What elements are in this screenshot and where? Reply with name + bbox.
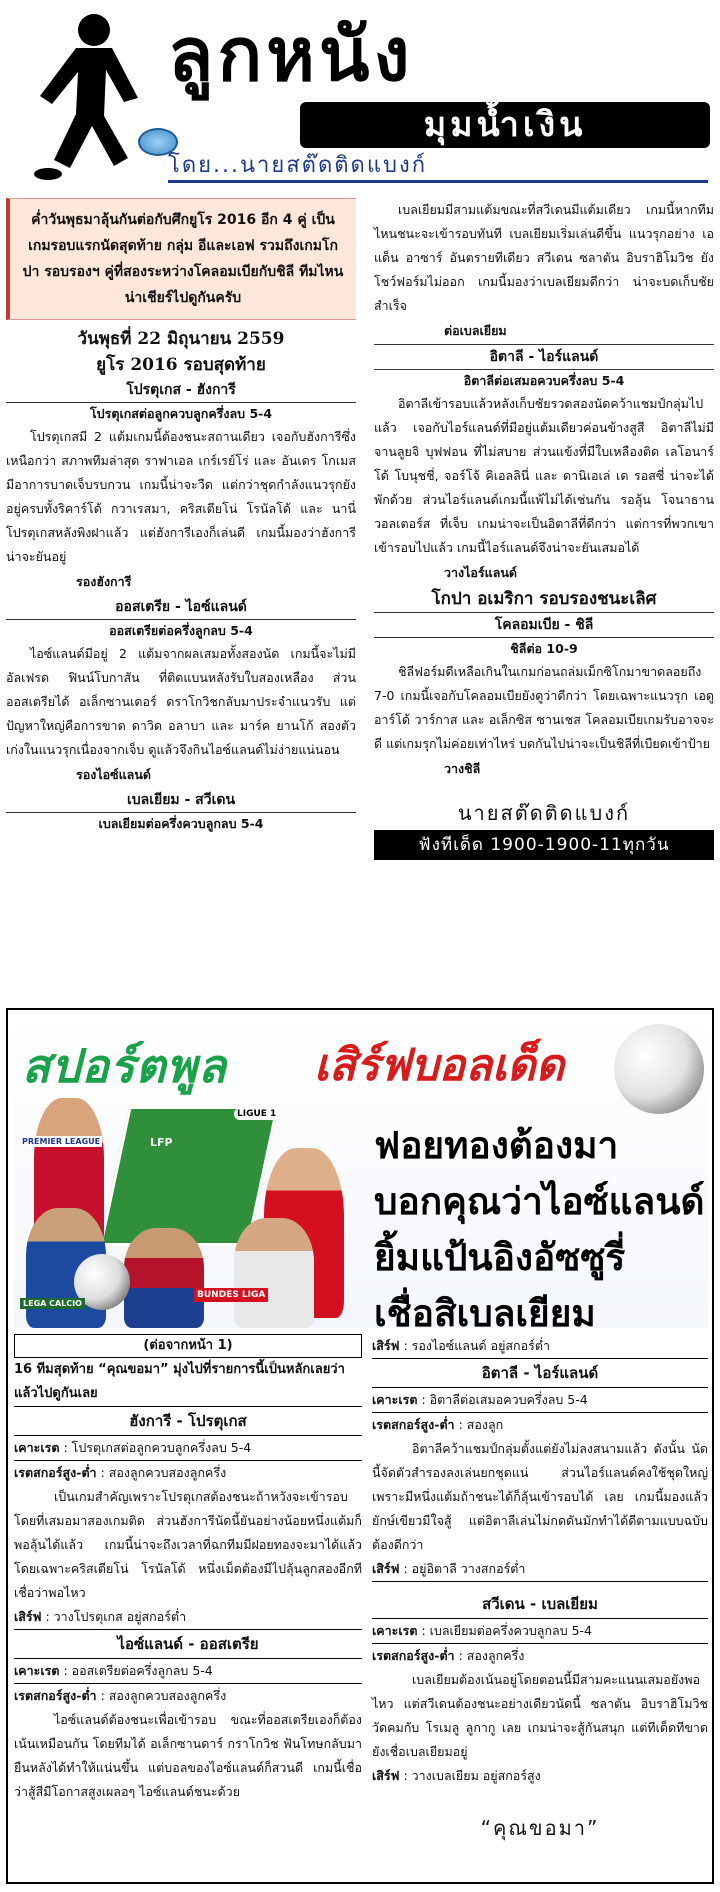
player-photo — [234, 1218, 314, 1328]
rate-key: เคาะเรต — [372, 1392, 418, 1407]
match-text: เป็นเกมสำคัญเพราะโปรตุเกสต้องชนะถ้าหวังจะเข้ารอบ โดยที่เสมอมาสองเกมติด ส่วนฮังการีนัดนี้ยันอย่างน้อยหนึ่งแต้มก็พอลุ้นได้แล้ว เกมนี้น่าจะถึงเวลาที่ฉกทีมมีฝอยทองจะมาได้แล้ว โดยเฉพาะคริสเตียโน่ โรนัลโด้ หนึ่งเม็ดต้องมีไปลุ้นลูกสองอีกที เชื่อว่าพอไหว — [14, 1489, 362, 1600]
rate-row — [372, 1388, 708, 1413]
pick-row — [372, 1557, 708, 1582]
rate-value: : โปรตุเกสต่อลูกควบลูกครึ่งลบ 5-4 — [63, 1440, 252, 1455]
score-rate-value: : สองลูกครึ่ง — [458, 1648, 525, 1663]
pick-row — [14, 1605, 362, 1630]
league-label: PREMIER LEAGUE — [22, 1137, 101, 1146]
hotline-bar: ฟังทีเด็ด 1900-1900-11ทุกวัน — [374, 830, 714, 860]
match-title: อิตาลี - ไอร์แลนด์ — [374, 344, 714, 369]
byline: โดย...นายสต๊ดติดแบงก์ — [168, 152, 708, 183]
date-heading: วันพุธที่ 22 มิถุนายน 2559 — [77, 329, 285, 349]
match-title: ออสเตรีย - ไอซ์แลนด์ — [115, 599, 247, 615]
match-text: ไอซ์แลนด์ต้องชนะเพื่อเข้ารอบ ขณะที่ออสเตรียเองก็ต้องเน้นเหมือนกัน โดยทีมได้ อเล็กซานดาร์ กราโกวิช ฟันโทษกลับมายืนหลังได้ทำให้แน่นขึ้น แต่บอลของไอซ์แลนด์ก็สวนดี เกมนี้เชื่อว่าสู้สีมีโอกาสสูงเผลอๆ ไอซ์แลนด์ชนะด้วย — [14, 1712, 362, 1799]
score-rate-key: เรตสกอร์สูง-ต่ำ — [372, 1417, 455, 1432]
league-label: LIGUE 1 — [234, 1108, 279, 1120]
score-rate-row — [372, 1644, 708, 1668]
lead-text: 16 ทีมสุดท้าย “คุณขอมา” มุ่งไปที่รายการนี้เป็นหลักเลยว่าแล้วไปดูกันเลย — [14, 1362, 345, 1401]
continued-label: (ต่อจากหน้า 1) — [14, 1334, 362, 1358]
score-rate-value: : สองลูก — [458, 1417, 504, 1432]
sportpool-left-column — [14, 1334, 362, 1804]
match-title: ไอซ์แลนด์ - ออสเตรีย — [14, 1630, 362, 1659]
score-rate-value: : สองลูกควบสองลูกครึ่ง — [100, 1688, 227, 1703]
pick-value: : วางเบลเยียม อยู่สกอร์สูง — [403, 1768, 541, 1783]
score-rate-key: เรตสกอร์สูง-ต่ำ — [14, 1688, 97, 1703]
score-rate-value: : สองลูกควบสองลูกครึ่ง — [100, 1465, 227, 1480]
pick-value: : รองไอซ์แลนด์ อยู่สกอร์ต่ำ — [403, 1338, 550, 1353]
left-column — [6, 198, 356, 835]
league-label: LEGA CALCIO — [20, 1298, 85, 1309]
column-signature: “คุณขอมา” — [480, 1816, 600, 1840]
league-label: BUNDES LIGA — [194, 1288, 268, 1302]
score-rate-row — [372, 1413, 708, 1437]
match-title: โคลอมเบีย - ชิลี — [374, 612, 714, 637]
headline-line: ฟอยทองต้องมา — [374, 1124, 619, 1167]
match-text: เบลเยียมมีสามแต้มขณะที่สวีเดนมีแต้มเดียว เกมนี้หากทีมไหนชนะจะเข้ารอบทันที เบลเยียมเริ่มเล่นดีขึ้น แนวรุกอย่าง เอแด็น อาซาร์ อันตรายทีเดียว สวีเดน ซลาตัน อิบราฮิโมวิช ยังโชว์ฟอร์มไม่ออก เกมนี้มองว่าเบลเยียมดีกว่า น่าจะบดเก็บชัยสำเร็จ — [374, 202, 714, 313]
rate-key: เคาะเรต — [14, 1440, 60, 1455]
match-text: เบลเยียมต้องเน้นอยู่โดยตอนนี้มีสามคะแนนเสมอยังพอไหว แต่สวีเดนต้องชนะอย่างเดียวนัดนี้ ซลาตัน อิบราฮิโมวิช วัดคมกับ โรเมลู ลูกากู เลย เกมน่าจะสู้กันสนุก แต่ทีเด็ดทีขาดยังเชื่อเบลเยียมอยู่ — [372, 1672, 708, 1759]
match-title: โปรตุเกส - ฮังการี — [126, 382, 236, 398]
match-text: อิตาลีคว้าแชมป์กลุ่มตั้งแต่ยังไม่ลงสนามแล้ว ดังนั้น นัดนี้จัดตัวสำรองลงเล่นยกชุดแน่ ส่วนไอร์แลนด์คงใช้ชุดใหญ่ เพราะมีหนึ่งแต้มถ้าชนะได้ก็ลุ้นเข้ารอบได้ เลย เกมนี้มองแล้วยักษ์เขียวมีใจสู้ แต่อิตาลีเล่นไม่กดดันมักทำได้ดีตามแบบฉบับต้องดีกว่า — [372, 1441, 708, 1552]
sportpool-logo: สปอร์ตพูล — [22, 1039, 227, 1093]
match-odds: เบลเยียมต่อครึ่งควบลูกลบ 5-4 — [6, 812, 356, 835]
score-rate-key: เรตสกอร์สูง-ต่ำ — [372, 1648, 455, 1663]
score-rate-row — [14, 1461, 362, 1485]
match-odds: อิตาลีต่อเสมอควบครึ่งลบ 5-4 — [374, 369, 714, 392]
match-title: เบลเยียม - สวีเดน — [126, 792, 236, 808]
player-photo — [124, 1228, 204, 1328]
rate-value: : อิตาลีต่อเสมอควบครึ่งลบ 5-4 — [421, 1392, 588, 1407]
banner-headline — [374, 1118, 705, 1328]
match-odds: ชิลีต่อ 10-9 — [374, 637, 714, 660]
league-label: LFP — [150, 1136, 173, 1149]
match-text: ไอซ์แลนด์มีอยู่ 2 แต้มจากผลเสมอทั้งสองนัด เกมนี้จะไม่มี อัลเฟรด ฟินน์โบกาสัน ที่ติดแบนหลังรับใบสองเหลือง ส่วนออสเตรียได้ อเล็กซานเดอร์ ดราโกวิชกลับมาประจำแนวรับ แต่ปัญหาใหญ่คือการขาด ดาวิด อลาบา และ มาร์ค ยานโก้ สองตัวเก่งในแนวรุกเนื่องจากเจ็บ ดูแล้วจึงกินไอซ์แลนด์ไม่ง่ายแน่นอน — [6, 646, 356, 757]
match-title: อิตาลี - ไอร์แลนด์ — [372, 1359, 708, 1388]
ball-icon — [614, 1024, 704, 1114]
match-odds: โปรตุเกสต่อลูกควบลูกครึ่งลบ 5-4 — [6, 402, 356, 425]
headline-line: บอกคุณว่าไอซ์แลนด์ — [374, 1180, 705, 1223]
match-title: ฮังการี - โปรตุเกส — [14, 1406, 362, 1436]
match-pick: รองไอซ์แลนด์ — [76, 767, 151, 782]
match-pick: รองฮังการี — [76, 574, 132, 589]
sportpool-banner — [14, 1018, 708, 1328]
rate-row — [14, 1659, 362, 1684]
pick-row — [372, 1764, 708, 1788]
section-heading: ยูโร 2016 รอบสุดท้าย — [96, 355, 266, 375]
masthead-subtitle: มุมน้ำเงิน — [423, 105, 587, 145]
sportpool-right-column — [372, 1334, 708, 1848]
pick-key: เสิร์ฟ — [372, 1338, 400, 1353]
pick-row — [372, 1334, 708, 1359]
rate-key: เคาะเรต — [14, 1663, 60, 1678]
masthead-title: ลูกหนัง — [168, 12, 414, 98]
pick-key: เสิร์ฟ — [14, 1609, 42, 1624]
headline-line: ยิ้มแป้นอิงอัซซูรี่ — [374, 1236, 626, 1279]
score-rate-row — [14, 1684, 362, 1708]
headline-line: เชื่อสิเบลเยียม — [374, 1292, 596, 1328]
right-column — [374, 198, 714, 860]
sportpool-logo-tagline: เสิร์ฟบอลเด็ด — [314, 1040, 565, 1091]
rate-key: เคาะเรต — [372, 1623, 418, 1638]
pick-key: เสิร์ฟ — [372, 1768, 400, 1783]
match-title: สวีเดน - เบลเยียม — [372, 1590, 708, 1619]
match-pick: ต่อเบลเยียม — [444, 323, 507, 338]
score-rate-key: เรตสกอร์สูง-ต่ำ — [14, 1465, 97, 1480]
match-text: โปรตุเกสมี 2 แต้มเกมนี้ต้องชนะสถานเดียว เจอกับฮังการีซึ่งเหนือกว่า สภาพทีมล่าสุด ราฟาเอล เกร์เรย์โร่ และ อันเดร โกเมส มีอาการบาดเจ็บรบกวน เกมนี้น่าจะวืด แต่กว่าชุดกำลังแนวรุกยังอยู่ครบทั้งริคาร์โด้ กวาเรสมา, คริสเตียโน่ โรนัลโด้ และ นานี่ โปรตุเกสหลังพิงฝาแล้ว แต่ฮังการีเองก็เล่นดี เกมนี้มองว่าฮังการีน่าจะยันอยู่ — [6, 429, 356, 564]
pick-value: : วางโปรตุเกส อยู่สกอร์ต่ำ — [45, 1609, 187, 1624]
footballer-silhouette-icon — [8, 8, 168, 183]
match-text: อิตาลีเข้ารอบแล้วหลังเก็บชัยรวดสองนัดคว้าแชมป์กลุ่มไปแล้ว เจอกับไอร์แลนด์ที่มีอยู่แต้มเดียวค่อนข้างสูสี อิตาลีไม่มี จานลูยจิ บุฟฟอน ที่ไม่สบาย ส่วนแข้งที่มีใบเหลืองติด เลโอนาร์โด้ โบนุชชี่, จอร์โจ้ คิเอลลินี่ และ ดานิเอเล่ เด รอสซี่ น่าจะได้พักด้วย ส่วนไอร์แลนด์เกมนี้แพ้ไม่ได้เช่นกัน รอลุ้น โจนาธาน วอลเตอร์ส ที่เจ็บ เกมน่าจะเป็นอิตาลีที่ดีกว่า แต่การที่พวกเขาเข้ารอบไปแล้ว เกมนี้ไอร์แลนด์จึงน่าจะยันเสมอได้ — [374, 396, 714, 555]
rate-row — [14, 1436, 362, 1461]
rate-value: : ออสเตรียต่อครึ่งลูกลบ 5-4 — [63, 1663, 213, 1678]
pick-value: : อยู่อิตาลี วางสกอร์ต่ำ — [403, 1561, 526, 1576]
match-pick: วางไอร์แลนด์ — [444, 565, 518, 580]
intro-box: ค่ำวันพุธมาลุ้นกันต่อกับศึกยูโร 2016 อีก 4 คู่ เป็นเกมรอบแรกนัดสุดท้าย กลุ่ม อีและเอฟ รวมถึงเกมโกปา รอบรองฯ คู่ที่สองระหว่างโคลอมเบียกับชิลี ทีมไหนน่าเชียร์ไปดูกันครับ — [6, 198, 356, 320]
match-odds: ออสเตรียต่อครึ่งลูกลบ 5-4 — [6, 619, 356, 642]
rate-row — [372, 1619, 708, 1644]
author-signature: นายสต๊ดติดแบงก์ — [457, 801, 631, 825]
match-pick: วางชิลี — [444, 761, 481, 776]
rate-value: : เบลเยียมต่อครึ่งควบลูกลบ 5-4 — [421, 1623, 593, 1638]
masthead — [0, 0, 720, 190]
pick-key: เสิร์ฟ — [372, 1561, 400, 1576]
match-text: ชิลีฟอร์มดีเหลือเกินในเกมก่อนถล่มเม็กซิโกมาขาดลอยถึง 7-0 เกมนี้เจอกับโคลอมเบียยังดูว่าดีกว่า โดยเฉพาะแนวรุก เอดูอาร์โด้ วาร์กาส และ อเล็กซิส ซานเชส โคลอมเบียเกมรับอาจจะดี แต่เกมรุกไม่ค่อยเท่าไหร่ บดกันไปน่าจะเป็นชิลีที่เบียดเข้าป้าย — [374, 664, 714, 751]
copa-heading: โกปา อเมริกา รอบรองชนะเลิศ — [431, 589, 657, 609]
